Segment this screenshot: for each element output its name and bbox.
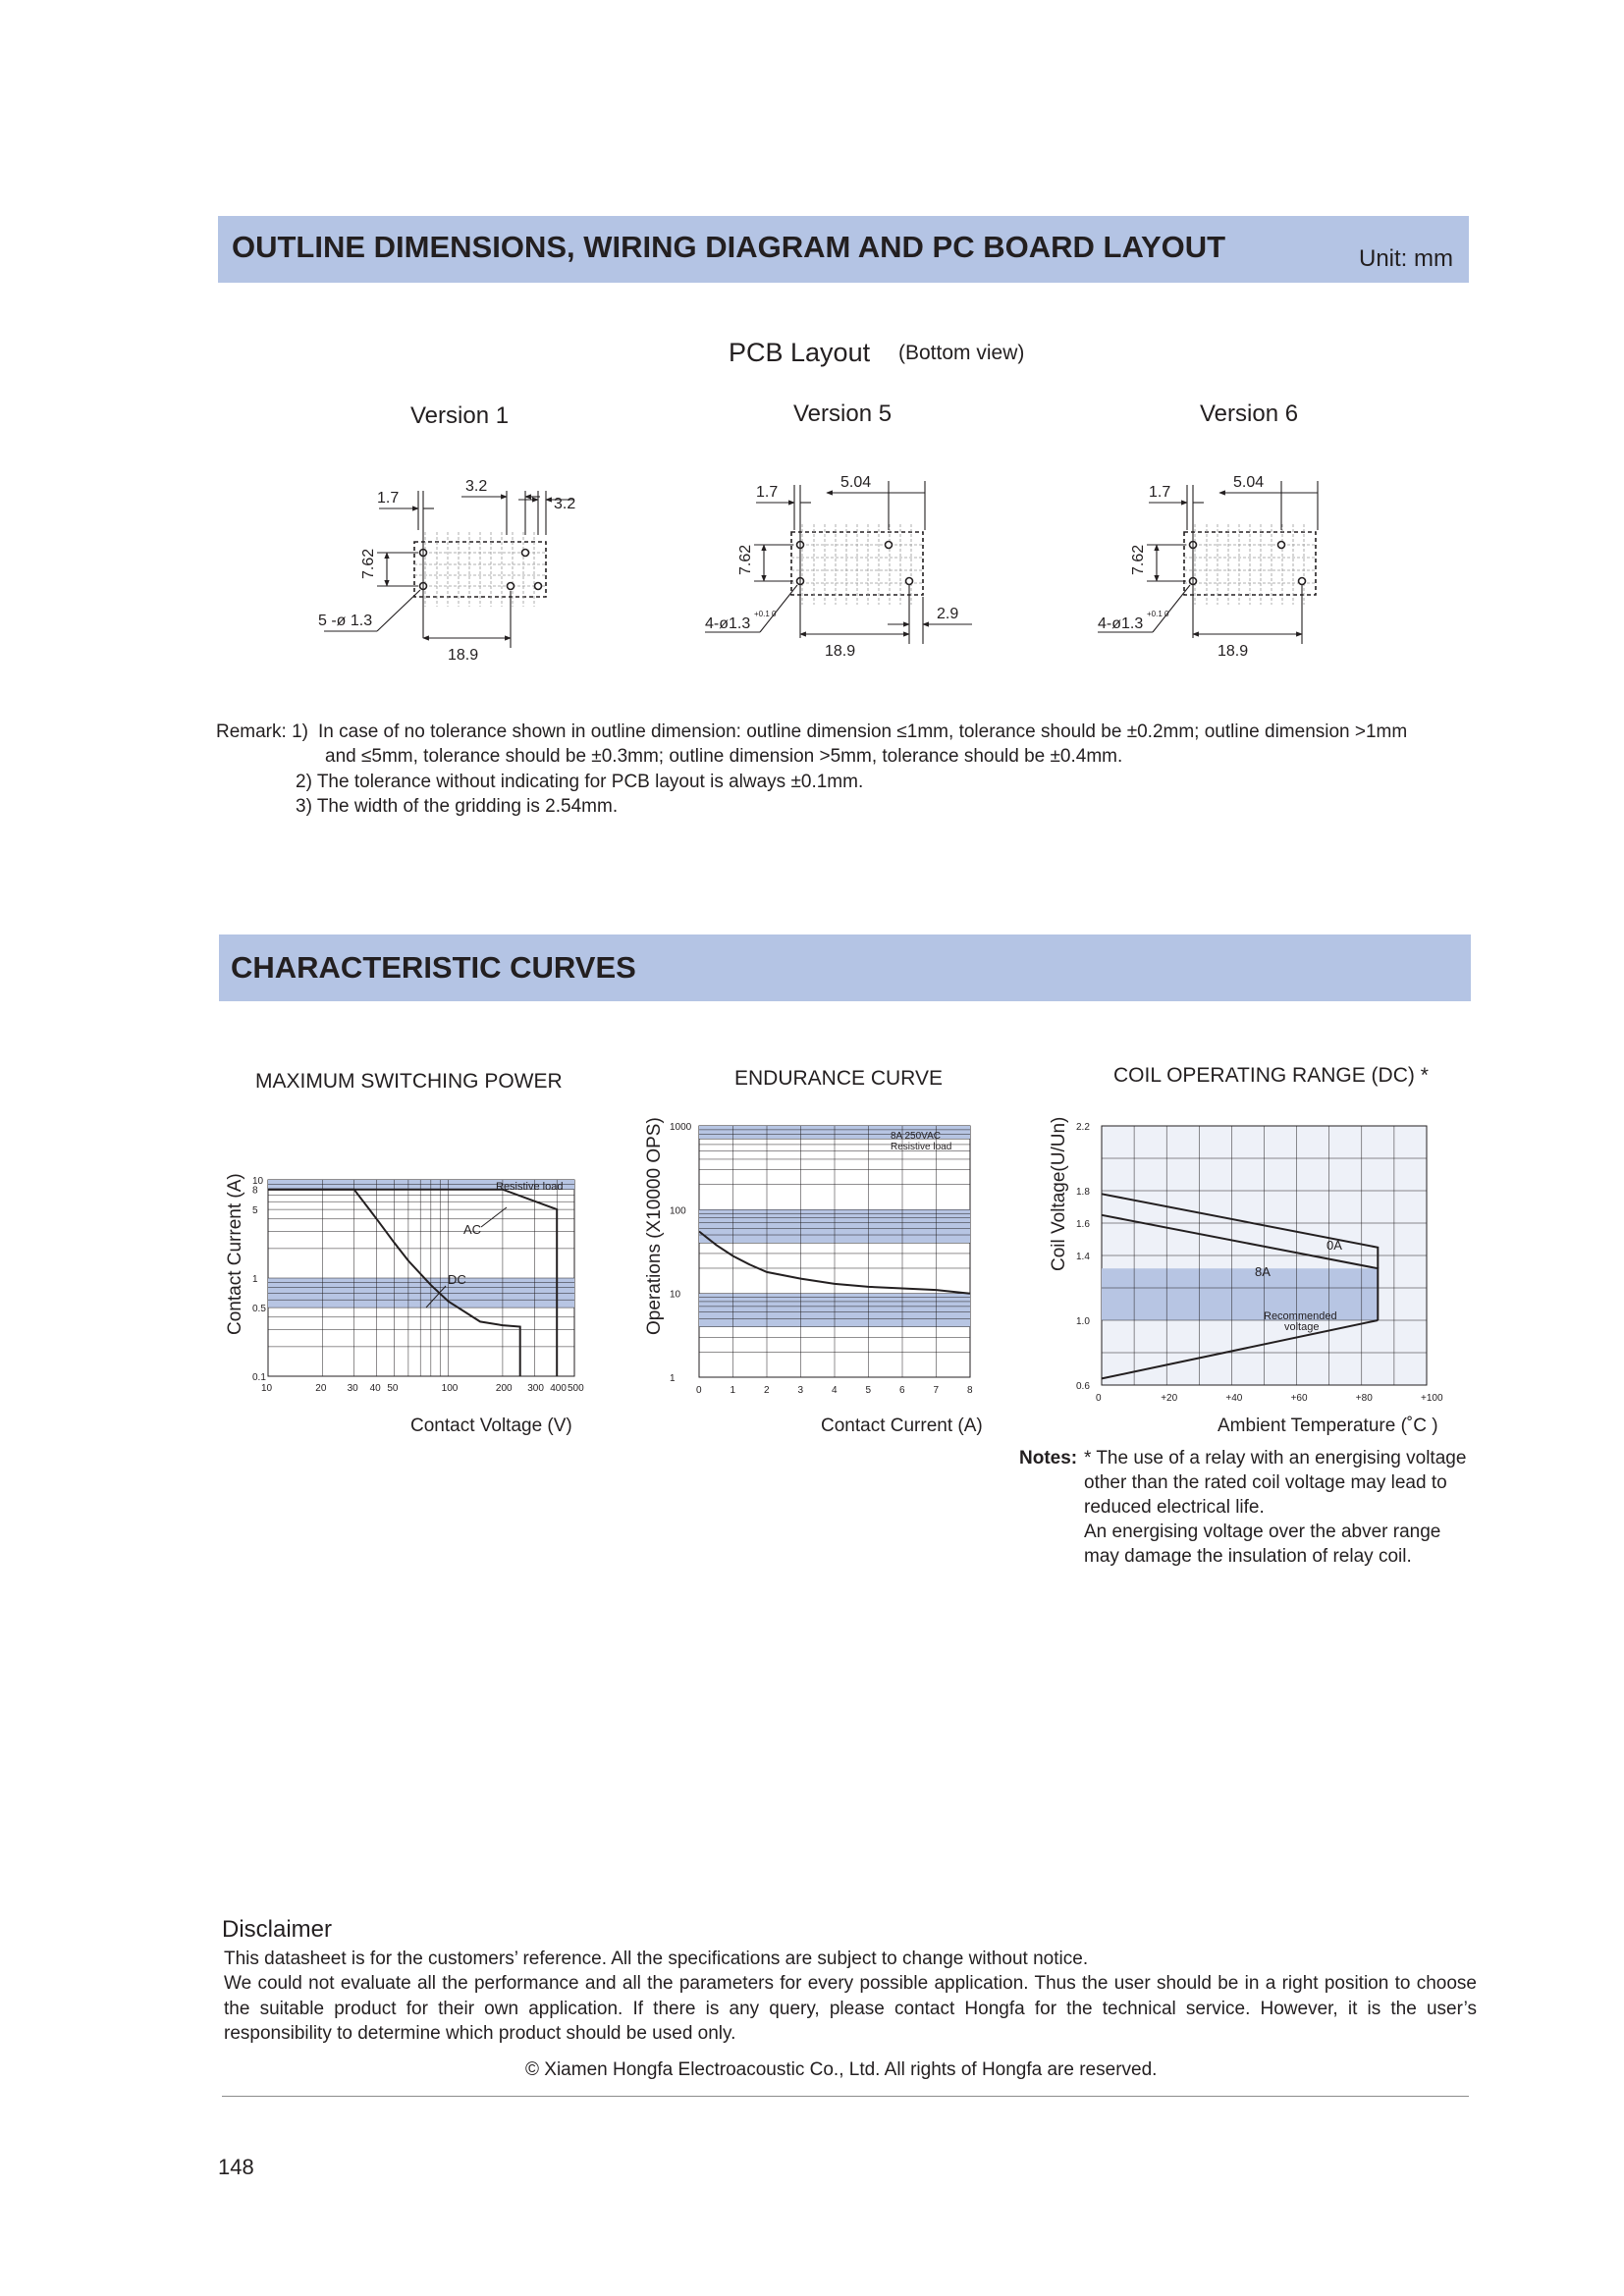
annotation-voltage: voltage — [1284, 1321, 1320, 1333]
chart-coil-operating-range — [1049, 1117, 1443, 1436]
disclaimer-title: Disclaimer — [222, 1916, 333, 1943]
axis-label-x: Contact Voltage (V) — [410, 1415, 572, 1436]
section-title: OUTLINE DIMENSIONS, WIRING DIAGRAM AND PC BOARD LAYOUT — [232, 230, 1226, 264]
unit-label: Unit: mm — [1359, 245, 1453, 272]
version-6-title: Version 6 — [1200, 400, 1299, 427]
page-number: 148 — [218, 2155, 254, 2179]
svg-text:4-ø1.3: 4-ø1.3 — [705, 615, 751, 632]
tick-label-x: 3 — [797, 1385, 804, 1396]
note-line-2: other than the rated coil voltage may lead to — [1084, 1472, 1447, 1493]
tick-label-y: 1.8 — [1076, 1187, 1090, 1198]
note-line-3: reduced electrical life. — [1084, 1497, 1265, 1518]
disclaimer-paragraph-1: This datasheet is for the customers’ reference. All the specifications are subject to change without notice. — [224, 1949, 1089, 1969]
tick-label-x: 300 — [527, 1383, 544, 1394]
tick-label-y: 5 — [252, 1205, 258, 1217]
annotation-resistive-load: Resistive load — [891, 1142, 952, 1152]
svg-text:1.7: 1.7 — [377, 490, 400, 507]
tick-label-x: 8 — [967, 1385, 973, 1396]
annotation-recommended: Recommended — [1264, 1310, 1337, 1322]
chart-title-switching-power: MAXIMUM SWITCHING POWER — [255, 1070, 563, 1093]
svg-text:1.7: 1.7 — [1149, 484, 1171, 501]
tick-label-y: 1.0 — [1076, 1316, 1090, 1327]
tick-label-x: 4 — [832, 1385, 838, 1396]
svg-text:18.9: 18.9 — [448, 647, 479, 664]
tick-label-x: 400 — [550, 1383, 567, 1394]
tick-label-x: +100 — [1421, 1393, 1443, 1404]
disclaimer-paragraph-2: We could not evaluate all the performance and all the parameters for every possible application. Thus the user should be in a right position to choose the suitable product for their own application. If there is any query, please contact Hongfa for the technical service. However, it is the user’s responsibility to determine which product should be used only. — [224, 1973, 1477, 2044]
annotation-8a: 8A — [1255, 1264, 1271, 1279]
svg-text:1.7: 1.7 — [756, 484, 779, 501]
notes-label: Notes: — [1019, 1448, 1078, 1468]
remark-2: 2) The tolerance without indicating for PCB layout is always ±0.1mm. — [296, 772, 864, 792]
axis-label-x: Contact Current (A) — [821, 1415, 983, 1436]
annotation-0a: 0A — [1326, 1238, 1342, 1253]
tick-label-x: 5 — [865, 1385, 872, 1396]
tick-label-x: 200 — [495, 1383, 513, 1394]
section-title: CHARACTERISTIC CURVES — [231, 950, 636, 985]
chart-max-switching-power — [225, 1173, 584, 1436]
axis-label-x: Ambient Temperature (˚C ) — [1218, 1415, 1438, 1436]
tick-label-x: 500 — [568, 1383, 584, 1394]
chart-endurance — [644, 1117, 983, 1436]
axis-label-y: Operations (X10000 OPS) — [644, 1117, 665, 1335]
svg-text:5.04: 5.04 — [840, 474, 872, 491]
tick-label-y: 100 — [670, 1205, 686, 1217]
axis-label-y: Coil Voltage(U/Un) — [1049, 1116, 1069, 1271]
tick-label-y: 10 — [670, 1289, 681, 1301]
footer-divider — [222, 2096, 1469, 2097]
tick-label-x: +20 — [1161, 1393, 1178, 1404]
svg-text:2.9: 2.9 — [937, 606, 959, 622]
svg-text:7.62: 7.62 — [737, 544, 754, 575]
version-1-title: Version 1 — [410, 402, 510, 429]
tick-label-y: 8 — [252, 1185, 258, 1197]
version-5-title: Version 5 — [793, 400, 893, 427]
tick-label-x: 50 — [387, 1383, 399, 1394]
copyright-line: © Xiamen Hongfa Electroacoustic Co., Ltd. All rights of Hongfa are reserved. — [525, 2059, 1158, 2080]
tick-label-x: +40 — [1225, 1393, 1243, 1404]
svg-text:4-ø1.3: 4-ø1.3 — [1098, 615, 1144, 632]
svg-text:7.62: 7.62 — [1130, 544, 1147, 575]
remark-3: 3) The width of the gridding is 2.54mm. — [296, 796, 619, 817]
tick-label-x: 10 — [261, 1383, 273, 1394]
note-line-1: * The use of a relay with an energising voltage — [1084, 1448, 1467, 1468]
tick-label-y: 1 — [670, 1373, 676, 1384]
tick-label-x: +80 — [1355, 1393, 1373, 1404]
tick-label-x: 1 — [730, 1385, 736, 1396]
tick-label-y: 0.6 — [1076, 1381, 1090, 1392]
tick-label-y: 0.1 — [252, 1372, 266, 1383]
annotation-resistive-load: Resistive load — [496, 1181, 564, 1193]
tick-label-x: 20 — [315, 1383, 327, 1394]
tick-label-x: 7 — [933, 1385, 940, 1396]
svg-text:3.2: 3.2 — [465, 478, 488, 495]
svg-text:18.9: 18.9 — [825, 643, 856, 660]
tick-label-y: 1 — [252, 1274, 258, 1285]
tick-label-x: 6 — [899, 1385, 905, 1396]
svg-text:3.2: 3.2 — [554, 496, 576, 512]
tick-label-x: 0 — [696, 1385, 702, 1396]
tick-label-x: 0 — [1096, 1393, 1102, 1404]
svg-text:+0.1 0: +0.1 0 — [754, 610, 777, 618]
annotation-ac: AC — [463, 1222, 482, 1237]
note-line-5: may damage the insulation of relay coil. — [1084, 1546, 1412, 1567]
remark-1b: and ≤5mm, tolerance should be ±0.3mm; outline dimension >5mm, tolerance should be ±0.4mm. — [325, 746, 1123, 767]
axis-label-y: Contact Current (A) — [225, 1173, 245, 1335]
svg-text:7.62: 7.62 — [360, 548, 377, 579]
remark-prefix: Remark: 1) — [216, 721, 308, 742]
pcb-layout-subheading: (Bottom view) — [898, 342, 1025, 364]
tick-label-x: 30 — [347, 1383, 358, 1394]
tick-label-y: 1.6 — [1076, 1219, 1090, 1230]
tick-label-x: 2 — [764, 1385, 770, 1396]
tick-label-y: 1000 — [670, 1122, 692, 1133]
tick-label-y: 0.5 — [252, 1304, 266, 1315]
svg-text:5.04: 5.04 — [1233, 474, 1265, 491]
tick-label-y: 2.2 — [1076, 1122, 1090, 1133]
chart-title-endurance: ENDURANCE CURVE — [734, 1067, 943, 1090]
tick-label-x: 40 — [369, 1383, 381, 1394]
pcb-layout-heading: PCB Layout — [729, 338, 871, 367]
tick-label-y: 10 — [252, 1176, 264, 1187]
svg-text:5 -ø 1.3: 5 -ø 1.3 — [318, 613, 373, 629]
tick-label-y: 1.4 — [1076, 1252, 1090, 1262]
chart-title-coil-range: COIL OPERATING RANGE (DC) * — [1113, 1064, 1429, 1087]
tick-label-x: 100 — [441, 1383, 459, 1394]
svg-text:18.9: 18.9 — [1218, 643, 1249, 660]
note-line-4: An energising voltage over the abver range — [1084, 1522, 1441, 1542]
svg-text:+0.1 0: +0.1 0 — [1147, 610, 1169, 618]
remark-1a: In case of no tolerance shown in outline dimension: outline dimension ≤1mm, tolerance should be ±0.2mm; outline dimension >1mm — [318, 721, 1408, 742]
tick-label-x: +60 — [1290, 1393, 1308, 1404]
annotation-dc: DC — [448, 1272, 466, 1287]
annotation-8a-250vac: 8A 250VAC — [891, 1131, 941, 1142]
